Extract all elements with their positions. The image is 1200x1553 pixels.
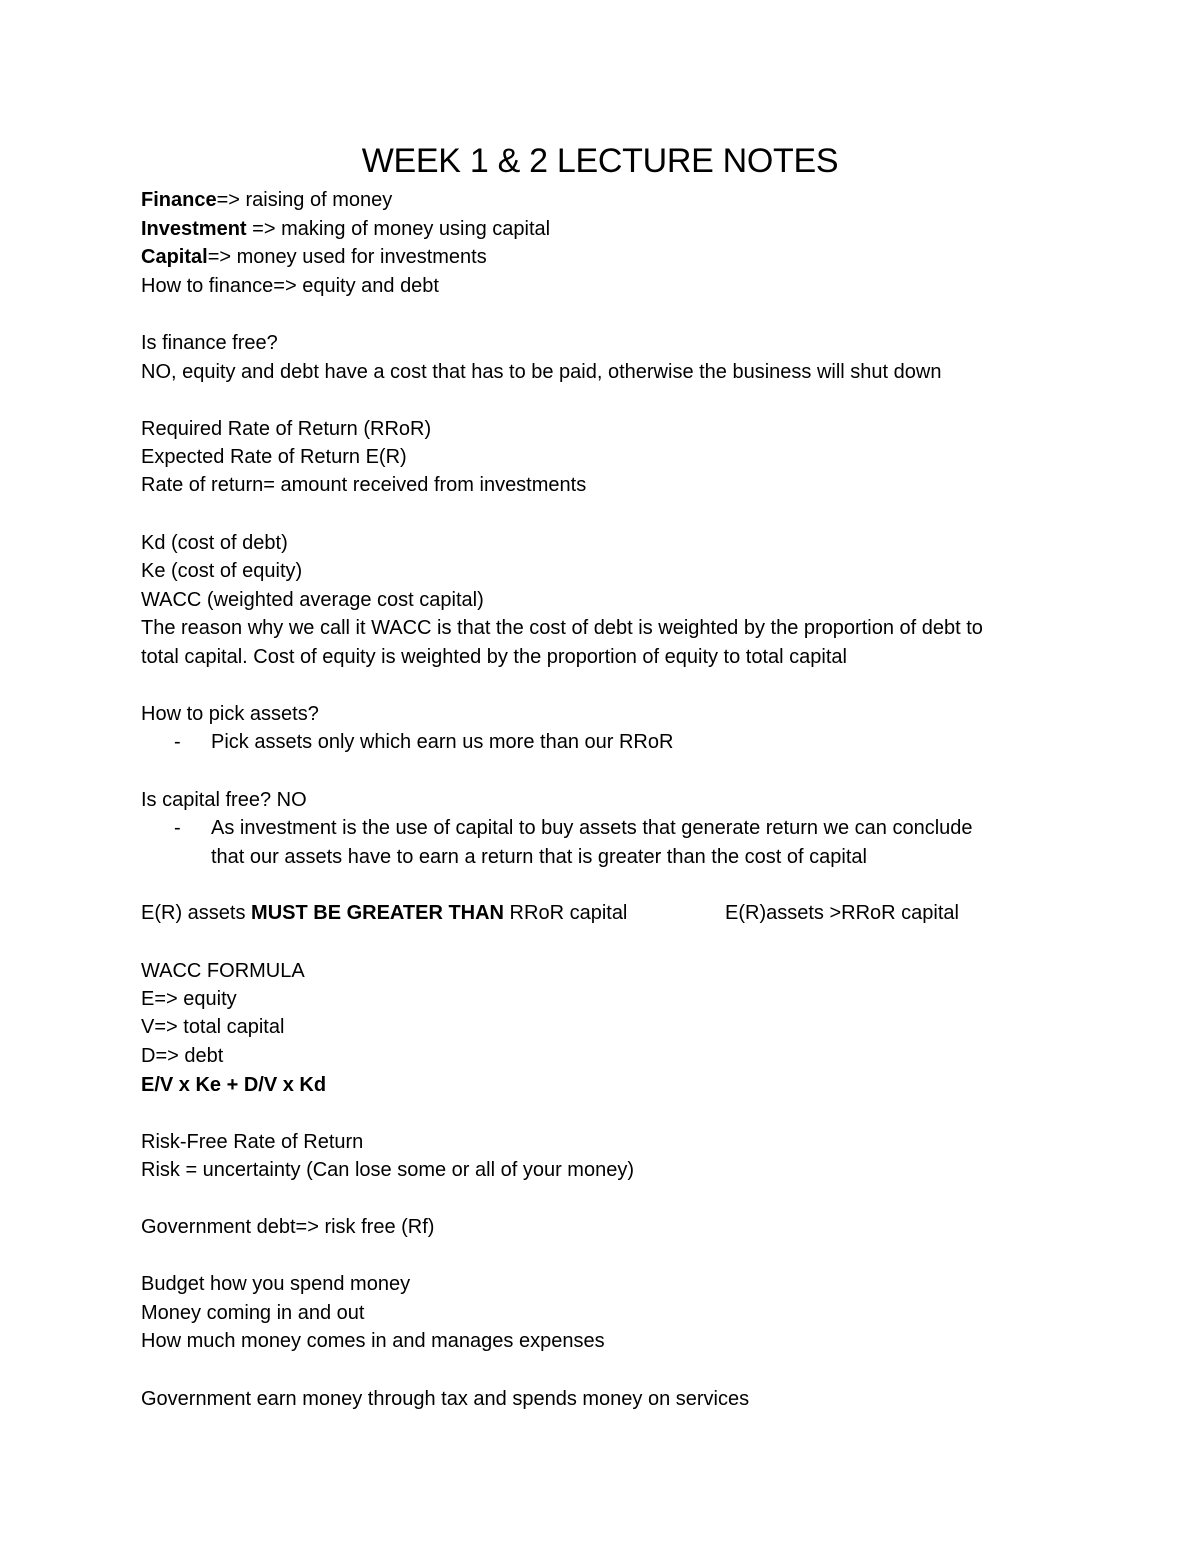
government-debt: Government debt=> risk free (Rf) (141, 1216, 435, 1238)
definition-text: => money used for investments (207, 246, 487, 268)
wacc-reason-line: The reason why we call it WACC is that the cost of debt is weighted by the proportion of debt to (141, 617, 983, 639)
wacc-definition: WACC (weighted average cost capital) (141, 589, 484, 611)
finance-free-question: Is finance free? (141, 332, 278, 354)
definition-term: Capital (141, 246, 208, 268)
comparison-pre: E(R) assets (141, 902, 252, 924)
budget-line: Budget how you spend money (141, 1273, 411, 1295)
definition-text: => making of money using capital (246, 218, 551, 240)
definition-term: Investment (141, 218, 247, 240)
budget-line: How much money comes in and manages expenses (141, 1330, 605, 1352)
capital-free-bullet-line: that our assets have to earn a return that is greater than the cost of capital (211, 846, 867, 868)
bullet-dash: - (174, 731, 181, 753)
comparison-shorthand: E(R)assets >RRoR capital (725, 902, 959, 924)
wacc-var-total-capital: V=> total capital (141, 1016, 285, 1038)
wacc-formula-heading: WACC FORMULA (141, 960, 305, 982)
page-title: WEEK 1 & 2 LECTURE NOTES (361, 142, 839, 180)
rate-of-return: Rate of return= amount received from investments (141, 474, 587, 496)
definition-text: => raising of money (216, 189, 393, 211)
wacc-var-debt: D=> debt (141, 1045, 224, 1067)
cost-of-equity: Ke (cost of equity) (141, 560, 303, 582)
risk-free-rate: Risk-Free Rate of Return (141, 1131, 364, 1153)
comparison-bold: MUST BE GREATER THAN (251, 902, 504, 924)
bullet-dash: - (174, 817, 181, 839)
comparison-statement (141, 899, 627, 927)
expected-rate: Expected Rate of Return E(R) (141, 446, 407, 468)
pick-assets-question: How to pick assets? (141, 703, 319, 725)
wacc-var-equity: E=> equity (141, 988, 237, 1010)
comparison-post: RRoR capital (504, 902, 628, 924)
capital-free-bullet-line: As investment is the use of capital to buy assets that generate return we can conclude (211, 817, 973, 839)
budget-line: Money coming in and out (141, 1302, 365, 1324)
wacc-formula: E/V x Ke + D/V x Kd (141, 1074, 327, 1096)
how-to-finance: How to finance=> equity and debt (141, 275, 439, 297)
capital-free-question: Is capital free? NO (141, 789, 307, 811)
cost-of-debt: Kd (cost of debt) (141, 532, 288, 554)
definition-term: Finance (141, 189, 217, 211)
pick-assets-bullet: Pick assets only which earn us more than our RRoR (211, 731, 674, 753)
government-earn: Government earn money through tax and spends money on services (141, 1388, 750, 1410)
definition-capital (141, 243, 487, 271)
finance-free-answer: NO, equity and debt have a cost that has to be paid, otherwise the business will shut down (141, 361, 942, 383)
definition-investment (141, 215, 550, 243)
wacc-reason-line: total capital. Cost of equity is weighted by the proportion of equity to total capital (141, 646, 847, 668)
required-rate: Required Rate of Return (RRoR) (141, 418, 432, 440)
risk-definition: Risk = uncertainty (Can lose some or all of your money) (141, 1159, 634, 1181)
definition-finance (141, 186, 392, 214)
